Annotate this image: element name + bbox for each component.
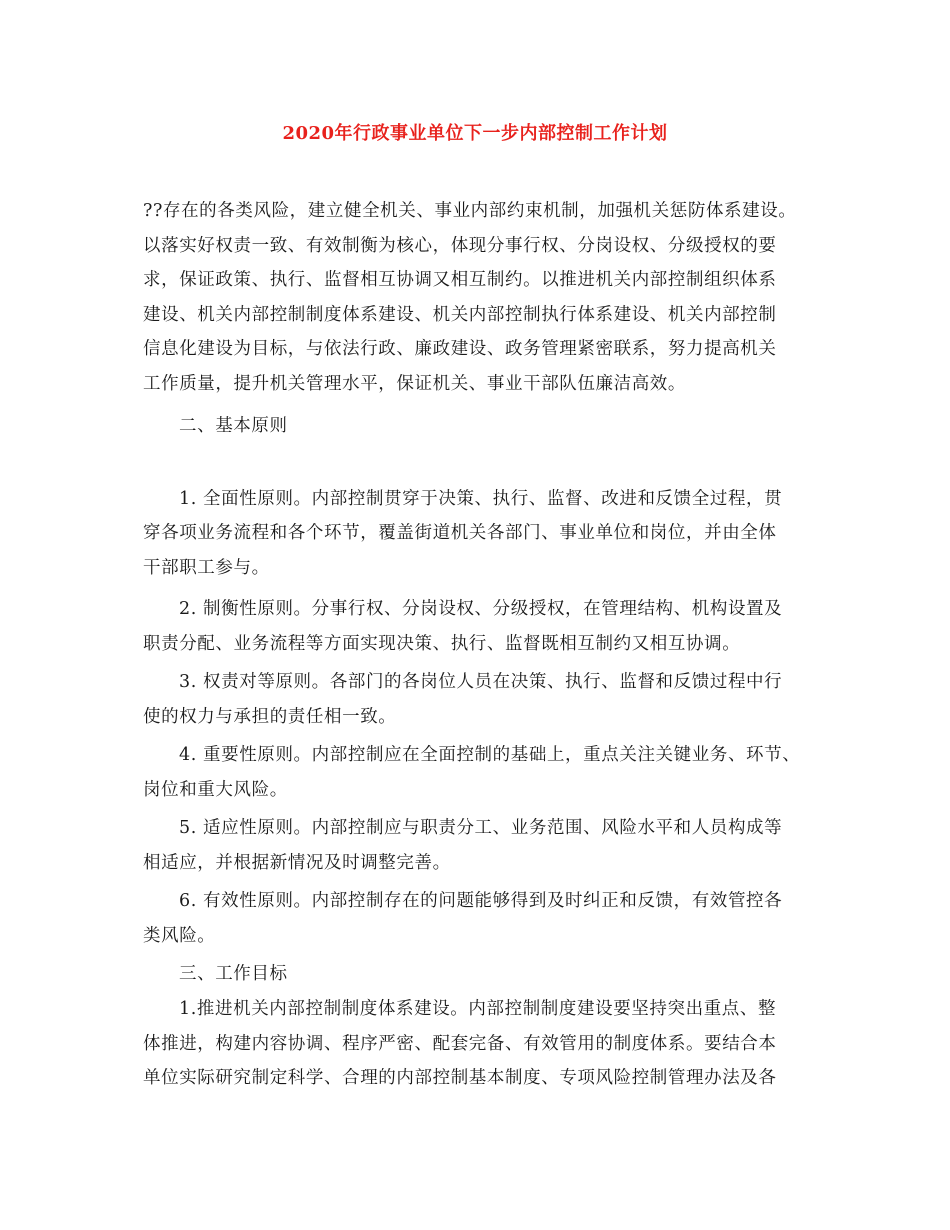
text-line: 4. 重要性原则。内部控制应在全面控制的基础上，重点关注关键业务、环节、 [179,745,801,765]
text-line: 工作质量，提升机关管理水平，保证机关、事业干部队伍廉洁高效。 [143,374,686,394]
text-line: 单位实际研究制定科学、合理的内部控制基本制度、专项风险控制管理办法及各 [143,1068,777,1088]
text-line: 类风险。 [143,926,216,946]
text-line: 以落实好权责一致、有效制衡为核心，体现分事行权、分岗设权、分级授权的要 [143,236,777,256]
text-line: 1.推进机关内部控制制度体系建设。内部控制制度建设要坚持突出重点、整 [179,999,777,1019]
text-line: 求，保证政策、执行、监督相互协调又相互制约。以推进机关内部控制组织体系 [143,270,777,290]
text-line: 穿各项业务流程和各个环节，覆盖街道机关各部门、事业单位和岗位，并由全体 [143,523,777,543]
text-line: 体推进，构建内容协调、程序严密、配套完备、有效管用的制度体系。要结合本 [143,1034,777,1054]
text-line: 使的权力与承担的责任相一致。 [143,707,397,727]
text-line: ??存在的各类风险，建立健全机关、事业内部约束机制，加强机关惩防体系建设。 [143,201,797,221]
text-line: 1. 全面性原则。内部控制贯穿于决策、执行、监督、改进和反馈全过程，贯 [179,489,783,509]
section-heading: 三、工作目标 [179,964,288,984]
text-line: 2. 制衡性原则。分事行权、分岗设权、分级授权，在管理结构、机构设置及 [179,599,783,619]
text-line: 职责分配、业务流程等方面实现决策、执行、监督既相互制约又相互协调。 [143,634,741,654]
text-line: 干部职工参与。 [143,558,270,578]
text-line: 3. 权责对等原则。各部门的各岗位人员在决策、执行、监督和反馈过程中行 [179,672,783,692]
text-line: 5. 适应性原则。内部控制应与职责分工、业务范围、风险水平和人员构成等 [179,818,783,838]
document-title: 2020年行政事业单位下一步内部控制工作计划 [282,123,668,144]
text-line: 6. 有效性原则。内部控制存在的问题能够得到及时纠正和反馈，有效管控各 [179,891,783,911]
text-line: 建设、机关内部控制制度体系建设、机关内部控制执行体系建设、机关内部控制 [143,305,777,325]
text-line: 岗位和重大风险。 [143,780,288,800]
text-line: 相适应，并根据新情况及时调整完善。 [143,853,451,873]
text-line: 信息化建设为目标，与依法行政、廉政建设、政务管理紧密联系，努力提高机关 [143,339,777,359]
section-heading: 二、基本原则 [179,416,288,436]
